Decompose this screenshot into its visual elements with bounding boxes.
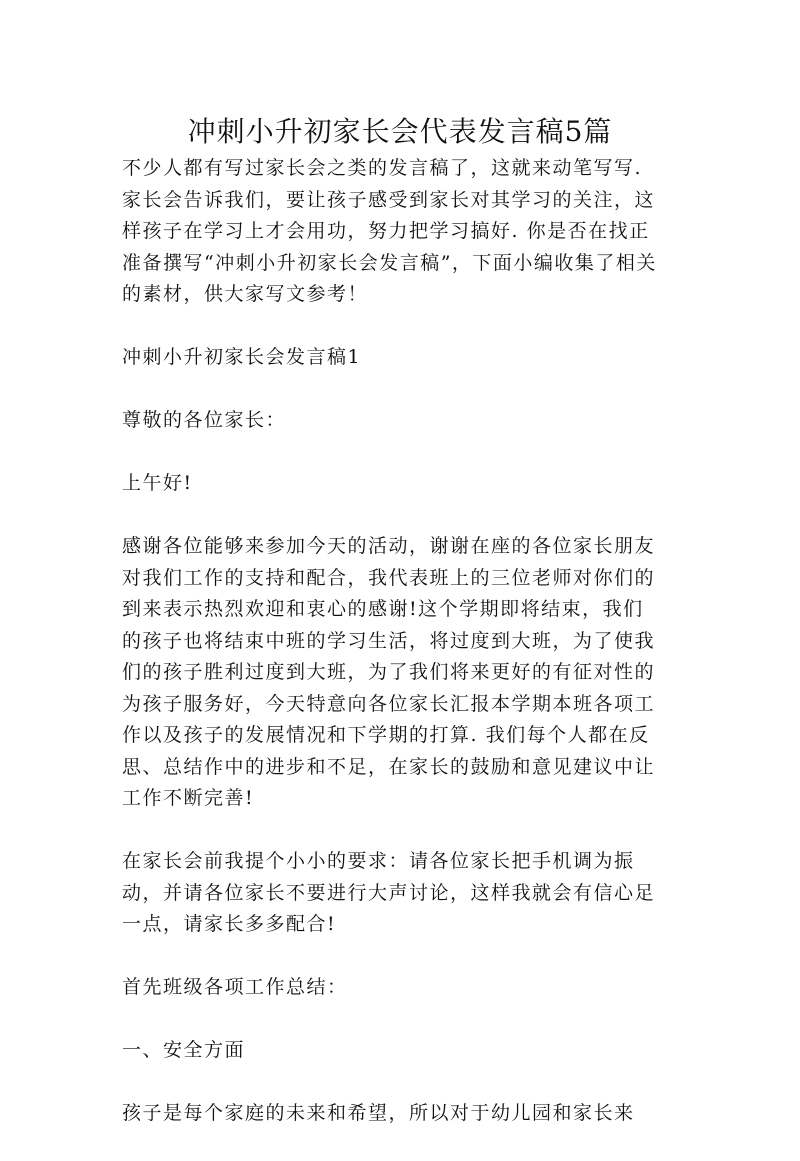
document-title: 冲刺小升初家长会代表发言稿5篇 (187, 115, 613, 148)
body-paragraph: 在家长会前我提个小小的要求：请各位家长把手机调为振动，并请各位家长不要进行大声讨论，这样我就会有信心足一点，请家长多多配合! (122, 850, 656, 935)
intro-paragraph: 不少人都有写过家长会之类的发言稿了，这就来动笔写写.家长会告诉我们，要让孩子感受到家长对其学习的关注，这样孩子在学习上才会用功，努力把学习搞好. 你是否在找正准备撰写“冲刺小升初家长会发言稿”，下面小编收集了相关的素材，供大家写文参考！ (122, 157, 657, 305)
subheading: 首先班级各项工作总结： (122, 976, 348, 998)
body-paragraph: 孩子是每个家庭的未来和希望，所以对于幼儿园和家长来 (122, 1102, 635, 1124)
greeting: 上午好! (122, 472, 193, 494)
body-paragraph: 感谢各位能够来参加今天的活动，谢谢在座的各位家长朋友对我们工作的支持和配合，我代表班上的三位老师对你们的到来表示热烈欢迎和衷心的感谢!这个学期即将结束，我们的孩子也将结束中班的学习生活，将过度到大班，为了使我们的孩子胜利过度到大班，为了我们将来更好的有征对性的为孩子服务好，今天特意向各位家长汇报本学期本班各项工作以及孩子的发展情况和下学期的打算. 我们每个人都在反思、总结作中的进步和不足，在家长的鼓励和意见建议中让工作不断完善! (122, 535, 656, 809)
section-heading: 冲刺小升初家长会发言稿1 (122, 346, 362, 368)
subheading: 一、安全方面 (122, 1039, 246, 1061)
document-body (122, 153, 662, 1161)
salutation: 尊敬的各位家长： (122, 409, 287, 431)
